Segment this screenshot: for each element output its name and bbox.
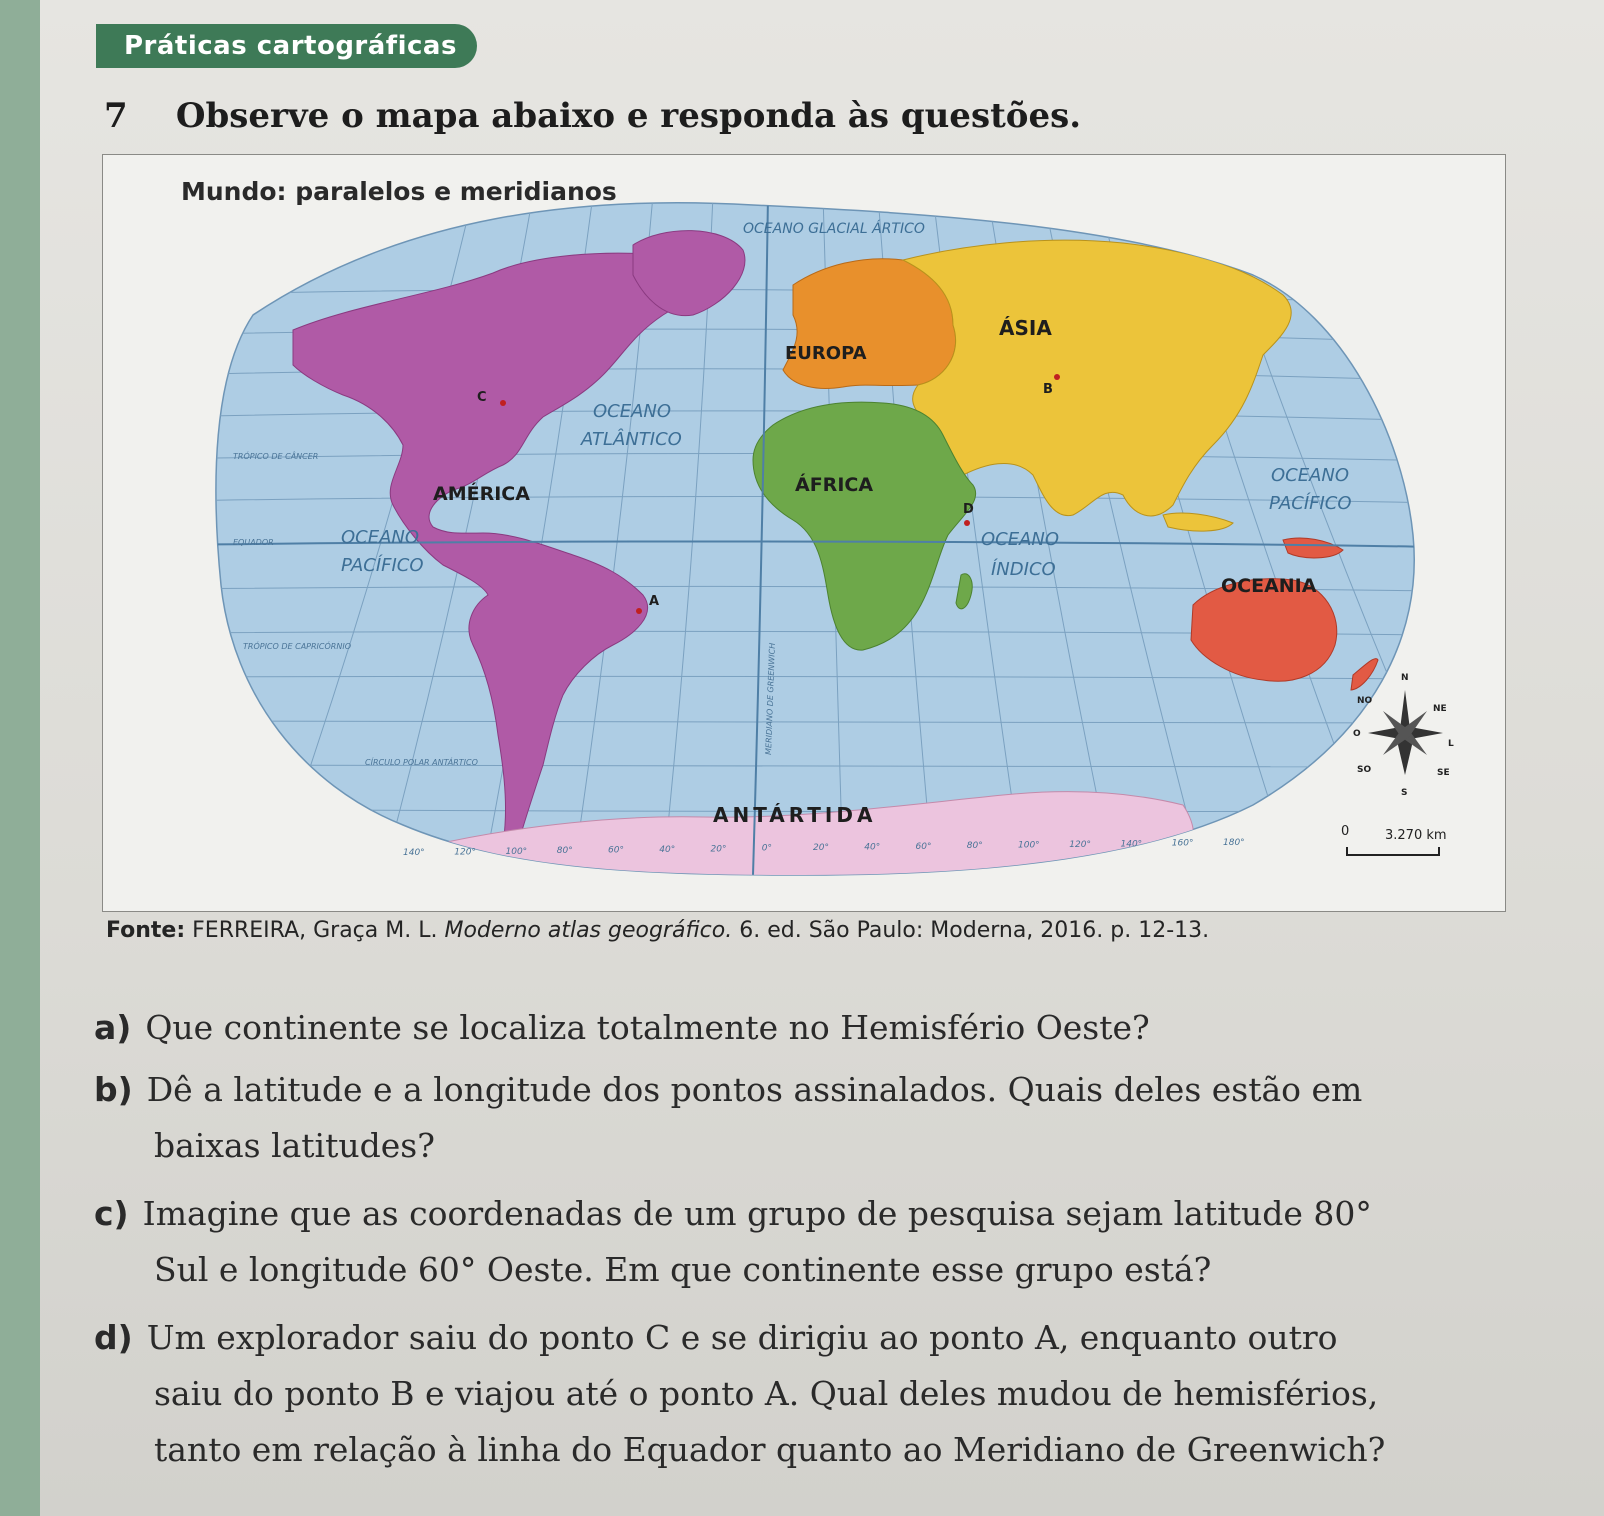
label-tropic-cancer: TRÓPICO DE CÂNCER (233, 452, 319, 461)
map-frame (102, 154, 1506, 912)
longitude-label: 120° (454, 847, 476, 858)
item-a-line-1: Que continente se localiza totalmente no Hemisfério Oeste? (145, 1008, 1150, 1047)
item-b (94, 1062, 1544, 1174)
compass-ne: NE (1433, 704, 1447, 714)
scale-zero: 0 (1341, 824, 1350, 839)
longitude-label: 140° (1120, 839, 1143, 850)
longitude-label: 180° (1223, 838, 1245, 848)
label-america: AMÉRICA (433, 483, 530, 505)
label-pacific-e-2: PACÍFICO (1269, 493, 1352, 514)
label-antarctica: ANTÁRTIDA (713, 803, 877, 827)
item-d-line-1: Um explorador saiu do ponto C e se dirigiu ao ponto A, enquanto outro (146, 1318, 1338, 1357)
item-b-line-1: Dê a latitude e a longitude dos pontos assinalados. Quais deles estão em (146, 1070, 1363, 1109)
source-rest: 6. ed. São Paulo: Moderna, 2016. p. 12-13. (739, 918, 1210, 943)
item-b-label: b) (94, 1070, 133, 1109)
label-greenwich: MERIDIANO DE GREENWICH (764, 642, 777, 756)
compass-o: O (1353, 729, 1361, 739)
longitude-label: 100° (1018, 840, 1040, 851)
label-indian-2: ÍNDICO (991, 559, 1056, 580)
label-pacific-e-1: OCEANO (1271, 465, 1350, 486)
compass-no: NO (1357, 696, 1373, 706)
continent-europe (783, 259, 956, 389)
label-tropic-capricorn: TRÓPICO DE CAPRICÓRNIO (243, 642, 351, 651)
point-a-marker (636, 608, 642, 614)
map-source (106, 918, 1209, 943)
item-c-label: c) (94, 1194, 129, 1233)
label-europe: EUROPA (785, 343, 867, 364)
item-c-line-1: Imagine que as coordenadas de um grupo de pesquisa sejam latitude 80° (142, 1194, 1372, 1233)
question-header (104, 96, 1081, 136)
point-d-marker (964, 520, 970, 526)
item-d-label: d) (94, 1318, 133, 1357)
point-c-marker (500, 400, 506, 406)
longitude-label: 0° (761, 843, 773, 854)
label-atlantic-1: OCEANO (593, 401, 672, 422)
source-author: FERREIRA, Graça M. L. (192, 918, 438, 943)
world-map (103, 155, 1505, 911)
label-antarctic-circle: CÍRCULO POLAR ANTÁRTICO (365, 758, 478, 767)
label-oceania: OCEANIA (1221, 575, 1317, 597)
item-c-line-2: Sul e longitude 60° Oeste. Em que continente esse grupo está? (154, 1250, 1212, 1289)
question-text: Observe o mapa abaixo e responda às questões. (175, 96, 1082, 136)
point-b-label: B (1043, 382, 1053, 397)
longitude-label: 40° (864, 842, 881, 853)
longitude-label: 20° (710, 844, 727, 855)
label-equator: EQUADOR (233, 538, 274, 547)
label-africa: ÁFRICA (795, 474, 874, 496)
scale-bar (1347, 847, 1439, 855)
source-book: Moderno atlas geográfico. (444, 918, 733, 943)
longitude-label: 20° (813, 843, 829, 853)
scale-value: 3.270 km (1385, 828, 1447, 843)
compass-l: L (1448, 739, 1454, 749)
item-a-label: a) (94, 1008, 132, 1047)
point-d-label: D (963, 502, 974, 517)
longitude-label: 40° (659, 844, 676, 855)
item-d (94, 1310, 1544, 1478)
label-indian-1: OCEANO (981, 529, 1060, 550)
point-a-label: A (649, 594, 660, 609)
section-tag: Práticas cartográficas (96, 24, 477, 68)
item-a (94, 1000, 1544, 1056)
item-b-line-2: baixas latitudes? (154, 1126, 435, 1165)
longitude-label: 140° (403, 848, 425, 858)
compass-n: N (1401, 673, 1409, 683)
label-asia: ÁSIA (999, 316, 1052, 340)
item-c (94, 1186, 1544, 1298)
longitude-label: 120° (1069, 839, 1091, 850)
label-arctic-ocean: OCEANO GLACIAL ÁRTICO (743, 221, 925, 237)
compass-so: SO (1357, 765, 1372, 775)
label-pacific-w-1: OCEANO (341, 527, 420, 548)
map-scale (1341, 824, 1447, 855)
point-c-label: C (477, 390, 487, 405)
longitude-label: 60° (915, 841, 932, 852)
question-number: 7 (104, 96, 128, 136)
label-pacific-w-2: PACÍFICO (341, 555, 424, 576)
compass-se: SE (1437, 768, 1450, 778)
point-b-marker (1054, 374, 1060, 380)
longitude-label: 160° (1171, 838, 1194, 849)
label-atlantic-2: ATLÂNTICO (581, 429, 682, 450)
longitude-label: 80° (556, 846, 573, 857)
compass-s: S (1401, 788, 1408, 798)
longitude-label: 80° (966, 841, 983, 852)
longitude-label: 60° (608, 845, 624, 856)
item-d-line-2: saiu do ponto B e viajou até o ponto A. Qual deles mudou de hemisférios, (154, 1374, 1379, 1413)
item-d-line-3: tanto em relação à linha do Equador quanto ao Meridiano de Greenwich? (154, 1430, 1386, 1469)
longitude-label: 100° (505, 846, 528, 857)
map-title: Mundo: paralelos e meridianos (181, 177, 617, 206)
source-label: Fonte: (106, 918, 186, 943)
